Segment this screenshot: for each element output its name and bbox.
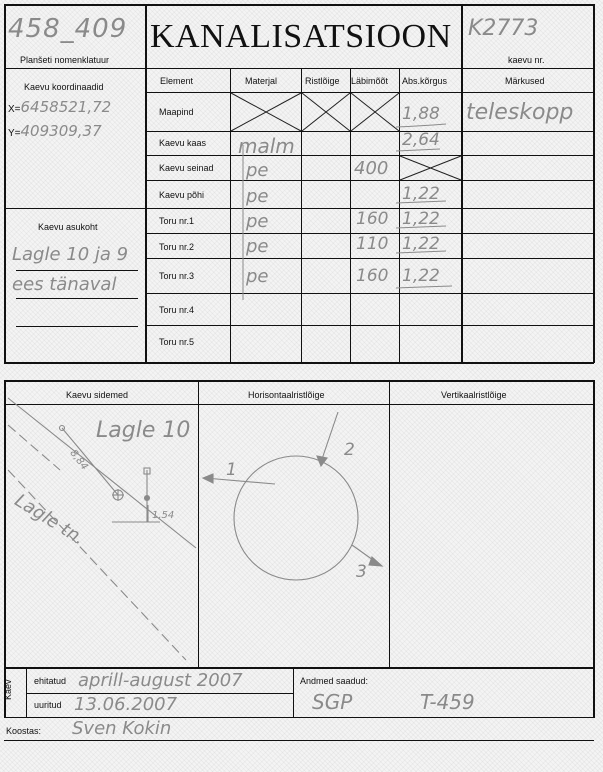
ties-street1: Lagle 10 xyxy=(96,418,191,443)
abs-height-value: 1,22 xyxy=(402,234,440,254)
pipe-label-3: 3 xyxy=(356,562,367,582)
author-label: Koostas: xyxy=(6,726,42,736)
diameter-value: 160 xyxy=(356,209,389,229)
material-value: pe xyxy=(246,211,269,232)
ties-label: Kaevu sidemed xyxy=(66,390,129,400)
row-element: Toru nr.3 xyxy=(159,271,195,281)
well-number-label: kaevu nr. xyxy=(508,55,545,65)
ties-distance1: 8,84 xyxy=(67,448,90,473)
abs-height-value: 1,88 xyxy=(402,104,440,124)
well-number-value: K2773 xyxy=(468,16,539,41)
vertical-section-label: Vertikaalristlõige xyxy=(441,390,507,400)
location-line2: ees tänaval xyxy=(12,274,117,295)
coord-x-value: 6458521,72 xyxy=(20,98,112,116)
row-element: Toru nr.5 xyxy=(159,337,195,347)
col-header-diameter: Läbimõõt xyxy=(351,76,389,86)
material-value: malm xyxy=(238,134,295,158)
row-element: Kaevu kaas xyxy=(159,138,207,148)
row-element: Toru nr.2 xyxy=(159,242,195,252)
col-header-notes: Märkused xyxy=(505,76,545,86)
location-label: Kaevu asukoht xyxy=(38,222,98,232)
data-source-value2: T-459 xyxy=(420,690,475,714)
pipe-label-1: 1 xyxy=(226,460,237,480)
page-title: KANALISATSIOON xyxy=(150,18,452,55)
abs-height-value: 1,22 xyxy=(402,184,440,204)
abs-height-value: 1,22 xyxy=(402,209,440,229)
row-element: Kaevu seinad xyxy=(159,163,214,173)
built-value: aprill-august 2007 xyxy=(78,670,243,691)
abs-height-value: 2,64 xyxy=(402,130,440,150)
coord-x-prefix: X= xyxy=(8,104,21,115)
material-value: pe xyxy=(246,236,269,257)
material-value: pe xyxy=(246,266,269,287)
row-element: Kaevu põhi xyxy=(159,190,205,200)
side-label: Kaev xyxy=(3,679,13,700)
ties-street2: Lagle tn. xyxy=(10,490,89,550)
note-value: teleskopp xyxy=(466,100,574,125)
col-header-material: Materjal xyxy=(245,76,278,86)
diameter-value: 110 xyxy=(356,234,389,254)
data-source-label: Andmed saadud: xyxy=(300,676,369,686)
col-header-element: Element xyxy=(160,76,194,86)
built-label: ehitatud xyxy=(34,676,67,686)
diameter-value: 160 xyxy=(356,266,389,286)
pipe-label-2: 2 xyxy=(344,440,355,460)
coord-y-prefix: Y= xyxy=(8,128,21,139)
author-value: Sven Kokin xyxy=(72,718,172,739)
row-element: Maapind xyxy=(159,107,194,117)
col-header-cross-section: Ristlõige xyxy=(305,76,340,86)
coord-y-value: 409309,37 xyxy=(20,122,102,140)
location-line1: Lagle 10 ja 9 xyxy=(12,244,129,265)
material-value: pe xyxy=(246,160,269,181)
diameter-value: 400 xyxy=(354,158,389,179)
measured-value: 13.06.2007 xyxy=(74,694,178,715)
material-value: pe xyxy=(246,186,269,207)
horizontal-section-label: Horisontaalristlõige xyxy=(248,390,325,400)
coords-label: Kaevu koordinaadid xyxy=(24,82,104,92)
col-header-abs-height: Abs.kõrgus xyxy=(402,76,448,86)
measured-label: uuritud xyxy=(34,700,62,710)
data-source-value1: SGP xyxy=(312,690,353,714)
planset-value: 458_409 xyxy=(8,14,128,44)
row-element: Toru nr.4 xyxy=(159,305,195,315)
row-element: Toru nr.1 xyxy=(159,216,195,226)
planset-label: Planšeti nomenklatuur xyxy=(20,55,110,65)
abs-height-value: 1,22 xyxy=(402,266,440,286)
ties-distance2: 1,54 xyxy=(152,510,175,521)
